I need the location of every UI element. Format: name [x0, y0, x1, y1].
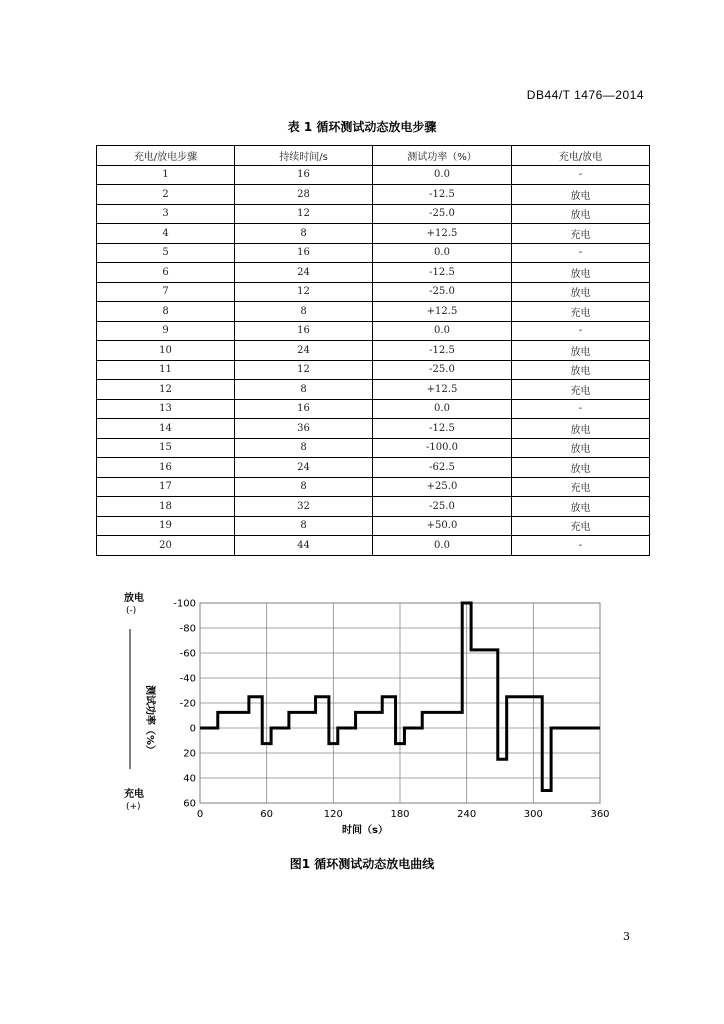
table-row — [97, 360, 650, 380]
cell-mode: 放电 — [512, 419, 650, 439]
cell-mode: 充电 — [512, 477, 650, 497]
page-number: 3 — [623, 930, 630, 943]
table-row — [97, 341, 650, 361]
y-tick-label: 20 — [183, 748, 196, 760]
cell-power: -12.5 — [373, 263, 512, 283]
cell-duration: 12 — [235, 360, 373, 380]
cell-duration: 24 — [235, 458, 373, 478]
cell-mode: 充电 — [512, 380, 650, 400]
cell-duration: 8 — [235, 380, 373, 400]
cell-power: 0.0 — [373, 399, 512, 419]
cell-mode: 放电 — [512, 438, 650, 458]
y-tick-label: -100 — [173, 598, 196, 610]
table-row — [97, 263, 650, 283]
cell-power: +12.5 — [373, 302, 512, 322]
cell-duration: 8 — [235, 438, 373, 458]
cell-mode: - — [512, 399, 650, 419]
cell-power: +50.0 — [373, 516, 512, 536]
cell-step: 5 — [97, 243, 235, 263]
table-row — [97, 419, 650, 439]
cell-mode: - — [512, 165, 650, 185]
cell-step: 15 — [97, 438, 235, 458]
discharge-label: 放电 — [124, 593, 144, 604]
table-caption: 表 1 循环测试动态放电步骤 — [287, 120, 437, 134]
figure-caption: 图1 循环测试动态放电曲线 — [289, 857, 435, 871]
cell-duration: 16 — [235, 165, 373, 185]
cell-step: 3 — [97, 204, 235, 224]
table-row — [97, 204, 650, 224]
cell-duration: 44 — [235, 536, 373, 556]
cell-power: +25.0 — [373, 477, 512, 497]
cell-power: -12.5 — [373, 185, 512, 205]
cell-mode: 放电 — [512, 263, 650, 283]
table-row — [97, 458, 650, 478]
cell-step: 16 — [97, 458, 235, 478]
y-tick-label: -40 — [179, 673, 196, 685]
cell-power: -12.5 — [373, 419, 512, 439]
cell-duration: 36 — [235, 419, 373, 439]
cell-mode: 放电 — [512, 458, 650, 478]
cell-mode: 充电 — [512, 224, 650, 244]
cell-mode: 放电 — [512, 282, 650, 302]
table-row — [97, 165, 650, 185]
cell-step: 11 — [97, 360, 235, 380]
x-tick-label: 240 — [457, 809, 477, 820]
column-header-power: 测试功率（%） — [373, 146, 512, 166]
power-chart-svg — [110, 585, 610, 835]
x-tick-label: 120 — [323, 809, 343, 820]
cell-step: 2 — [97, 185, 235, 205]
table-row — [97, 321, 650, 341]
table-row — [97, 185, 650, 205]
cell-power: 0.0 — [373, 165, 512, 185]
cell-power: -25.0 — [373, 360, 512, 380]
cell-step: 14 — [97, 419, 235, 439]
table-row — [97, 536, 650, 556]
table-row — [97, 224, 650, 244]
cell-step: 4 — [97, 224, 235, 244]
cell-mode: - — [512, 243, 650, 263]
cell-step: 17 — [97, 477, 235, 497]
cell-duration: 24 — [235, 341, 373, 361]
cell-step: 9 — [97, 321, 235, 341]
column-header-duration: 持续时间/s — [235, 146, 373, 166]
cell-power: -25.0 — [373, 497, 512, 517]
cell-power: +12.5 — [373, 380, 512, 400]
cell-step: 19 — [97, 516, 235, 536]
cell-step: 13 — [97, 399, 235, 419]
cell-duration: 8 — [235, 224, 373, 244]
table-row — [97, 438, 650, 458]
cell-mode: - — [512, 321, 650, 341]
cell-power: 0.0 — [373, 536, 512, 556]
cell-duration: 16 — [235, 321, 373, 341]
cell-step: 8 — [97, 302, 235, 322]
x-tick-label: 0 — [196, 809, 204, 820]
y-tick-label: 40 — [183, 773, 196, 785]
x-tick-label: 60 — [260, 809, 274, 820]
charge-label: 充电 — [124, 789, 144, 800]
cell-power: -25.0 — [373, 204, 512, 224]
discharge-steps-table — [96, 145, 650, 556]
power-chart — [110, 585, 610, 835]
table-row — [97, 399, 650, 419]
cell-duration: 8 — [235, 302, 373, 322]
cell-duration: 16 — [235, 243, 373, 263]
column-header-step: 充电/放电步骤 — [97, 146, 235, 166]
charge-sign: (+) — [126, 802, 141, 812]
x-tick-label: 360 — [590, 809, 610, 820]
cell-mode: 放电 — [512, 341, 650, 361]
cell-mode: 放电 — [512, 185, 650, 205]
column-header-mode: 充电/放电 — [512, 146, 650, 166]
y-tick-label: -60 — [179, 648, 196, 660]
cell-power: 0.0 — [373, 243, 512, 263]
table-row — [97, 243, 650, 263]
cell-duration: 16 — [235, 399, 373, 419]
cell-duration: 24 — [235, 263, 373, 283]
cell-power: -12.5 — [373, 341, 512, 361]
cell-power: -25.0 — [373, 282, 512, 302]
cell-duration: 8 — [235, 516, 373, 536]
cell-mode: 放电 — [512, 360, 650, 380]
y-axis-label: 测试功率（%） — [144, 685, 155, 756]
cell-step: 18 — [97, 497, 235, 517]
x-tick-label: 300 — [523, 809, 543, 820]
table-row — [97, 380, 650, 400]
cell-duration: 32 — [235, 497, 373, 517]
cell-mode: - — [512, 536, 650, 556]
y-tick-label: -20 — [179, 698, 196, 710]
cell-duration: 12 — [235, 204, 373, 224]
cell-step: 20 — [97, 536, 235, 556]
cell-mode: 充电 — [512, 516, 650, 536]
standard-code: DB44/T 1476—2014 — [526, 88, 644, 102]
cell-duration: 8 — [235, 477, 373, 497]
cell-duration: 28 — [235, 185, 373, 205]
cell-power: -62.5 — [373, 458, 512, 478]
y-tick-label: 60 — [183, 798, 196, 810]
cell-power: 0.0 — [373, 321, 512, 341]
cell-duration: 12 — [235, 282, 373, 302]
cell-mode: 放电 — [512, 497, 650, 517]
cell-step: 1 — [97, 165, 235, 185]
x-axis-label: 时间（s） — [342, 825, 388, 835]
cell-step: 7 — [97, 282, 235, 302]
table-row — [97, 302, 650, 322]
cell-mode: 放电 — [512, 204, 650, 224]
cell-mode: 充电 — [512, 302, 650, 322]
discharge-sign: (-) — [126, 606, 137, 616]
table-row — [97, 497, 650, 517]
cell-step: 6 — [97, 263, 235, 283]
x-tick-label: 180 — [390, 809, 410, 820]
cell-step: 10 — [97, 341, 235, 361]
table-header-row — [97, 146, 650, 166]
cell-power: +12.5 — [373, 224, 512, 244]
table-row — [97, 516, 650, 536]
y-tick-label: -80 — [179, 623, 196, 635]
table-row — [97, 477, 650, 497]
table-body — [97, 165, 650, 555]
cell-power: -100.0 — [373, 438, 512, 458]
y-tick-label: 0 — [189, 723, 196, 735]
cell-step: 12 — [97, 380, 235, 400]
table-row — [97, 282, 650, 302]
